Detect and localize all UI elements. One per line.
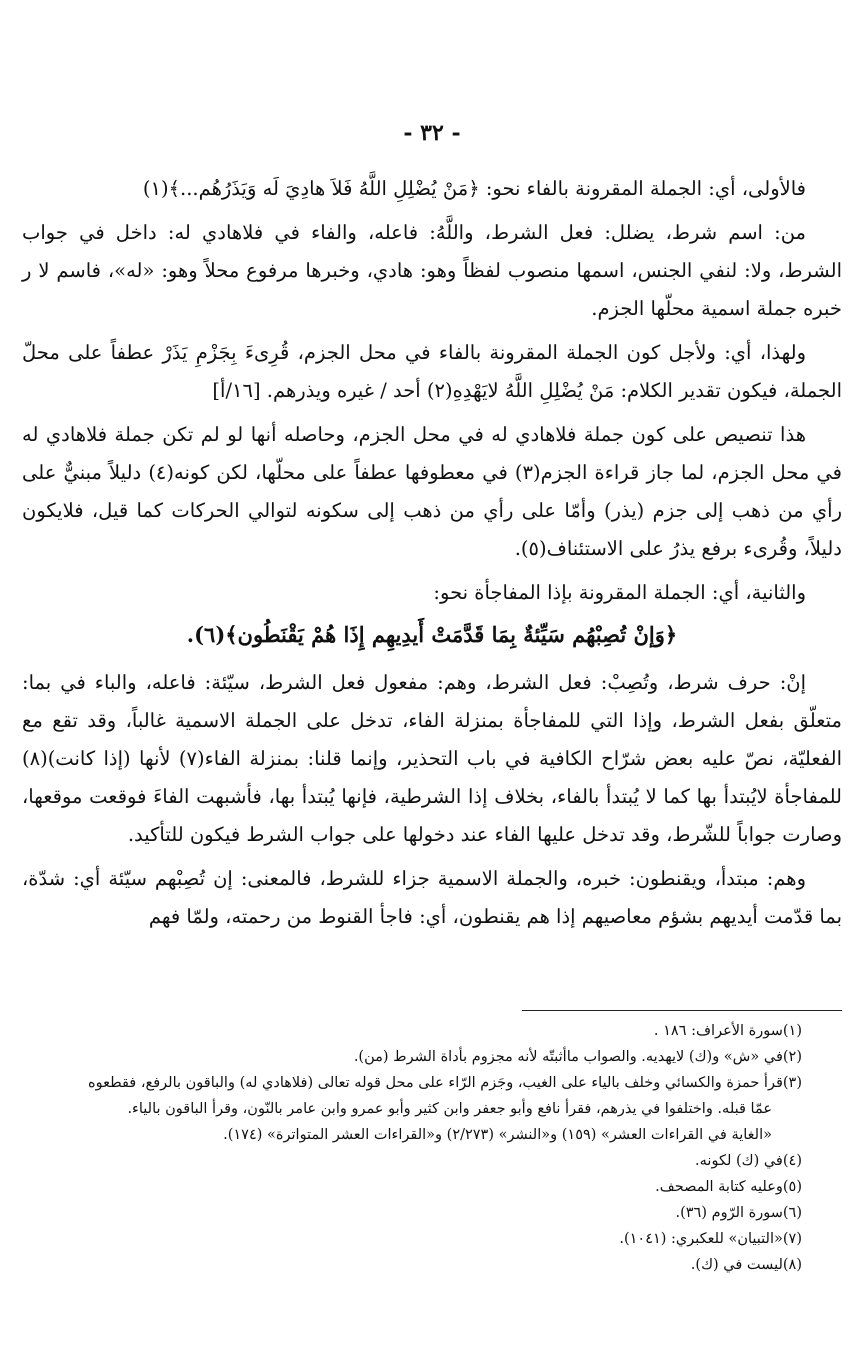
paragraph-parsing-man: من: اسم شرط، يضلل: فعل الشرط، واللَّهُ: فاعله، والفاء في فلاهادي له: داخل في جواب الشرط، ولا: لنفي الجنس، اسمها منصوب لفظاً وهو: هادي، وخبرها مرفوع محلاً وهو: «له»، فاسم لا ر خبره جملة اسمية محلّها الجزم. — [22, 221, 842, 320]
paragraph-first-sentence: فالأولى، أي: الجملة المقرونة بالفاء نحو: ﴿مَنْ يُضْلِلِ اللَّهُ فَلاَ هادِيَ لَه وَيَذَرُهُم...﴾(١) — [142, 177, 806, 200]
footnote-5: (٥)وعليه كتابة المصحف. — [655, 1179, 802, 1195]
footnote-7: (٧)«التبيان» للعكبري: (١٠٤١). — [619, 1231, 802, 1247]
paragraph-reading-jazm: ولهذا، أي: ولأجل كون الجملة المقرونة بالفاء في محل الجزم، قُرِىءَ بِجَزْمِ يَذَرْ عطفاً على محلّ الجملة، فيكون تقدير الكلام: مَنْ يُضْلِلِ اللَّهُ لايَهْدِهِ(٢) أحد / غيره ويذرهم. [١٦/أ] — [22, 341, 842, 402]
footnote-2: (٢)في «ش» و(ك) لايهديه. والصواب ماأثبتّه لأنه مجزوم بأداة الشرط (من). — [353, 1049, 802, 1065]
paragraph-second-sentence: والثانية، أي: الجملة المقرونة بإذا المفاجأة نحو: — [433, 581, 806, 604]
footnote-3-sources: «الغاية في القراءات العشر» (١٥٩) و«النشر» (٢/٢٧٣) و«القراءات العشر المتواترة» (١٧٤). — [223, 1127, 772, 1143]
footnote-3-continued: عمّا قبله. واختلفوا في يذرهم، فقرأ نافع وأبو جعفر وابن كثير وأبو عمرو وابن عامر بالنّون، وقرأ الباقون بالياء. — [127, 1101, 772, 1117]
paragraph-meaning: وهم: مبتدأ، ويقنطون: خبره، والجملة الاسمية جزاء للشرط، فالمعنى: إن تُصِبْهم سيّئة أي: شدّة، بما قدّمت أيديهم بشؤم معاصيهم إذا هم يقنطون، أي: فاجأ القنوط من رحمته، ولمّا فهم — [22, 867, 842, 928]
paragraph-parsing-in: إنْ: حرف شرط، وتُصِبْ: فعل الشرط، وهم: مفعول فعل الشرط، سيّئة: فاعله، والباء في بما: متعلّق بفعل الشرط، وإذا التي للمفاجأة بمنزلة الفاء، تدخل على الجملة الاسمية غالباً، وقد تقع مع الفعليّة، نصّ عليه بعض شرّاح الكافية في باب التحذير، وإنما قلنا: بمنزلة الفاء(٧) لأنها (إذا كانت)(٨) للمفاجأة لايُبتدأ بها كما لا يُبتدأ بالفاء، بخلاف إذا الشرطية، فإنها يُبتدأ بها، فأشبهت الفاءَ فوقعت موقعها، وصارت جواباً للشّرط، وقد تدخل عليها الفاء عند دخولها على جواب الشرط فيكون للتأكيد. — [22, 671, 842, 846]
paragraph-explanation: هذا تنصيص على كون جملة فلاهادي له في محل الجزم، وحاصله أنها لو لم تكن جملة فلاهادي له في محل الجزم، لما جاز قراءة الجزم(٣) في معطوفها عطفاً على محلّها، لكن كونه(٤) دليلاً مبنيٌّ على رأي من ذهب إلى جزم (يذر) وأمّا على رأي من ذهب إلى سكونه لتوالي الحركات كما قيل، فلايكون دليلاً، وقُرىء برفع يذرُ على الاستئناف(٥). — [22, 423, 842, 560]
footnotes — [22, 1018, 842, 1278]
main-text — [22, 170, 842, 942]
footnote-4: (٤)في (ك) لكونه. — [695, 1153, 802, 1169]
footnote-1: (١)سورة الأعراف: ١٨٦ . — [653, 1023, 802, 1039]
page-number: - ٣٢ - — [403, 120, 461, 146]
footnote-divider — [522, 1010, 842, 1011]
footnote-8: (٨)ليست في (ك). — [690, 1257, 802, 1273]
footnote-6: (٦)سورة الرّوم (٣٦). — [675, 1205, 802, 1221]
quran-verse: ﴿وَإنْ تُصِبْهُم سَيِّئةٌ بِمَا قَدَّمَتْ أَيدِيهِم إِذَا هُمْ يَقْنَطُون﴾(٦). — [186, 622, 678, 647]
footnote-3: (٣)قرأ حمزة والكسائي وخلف بالياء على الغيب، وجَزم الرّاء على محل قوله تعالى (فلاهادي له) والباقون بالرفع، فقطعوه — [87, 1075, 802, 1091]
book-page — [22, 0, 842, 1363]
